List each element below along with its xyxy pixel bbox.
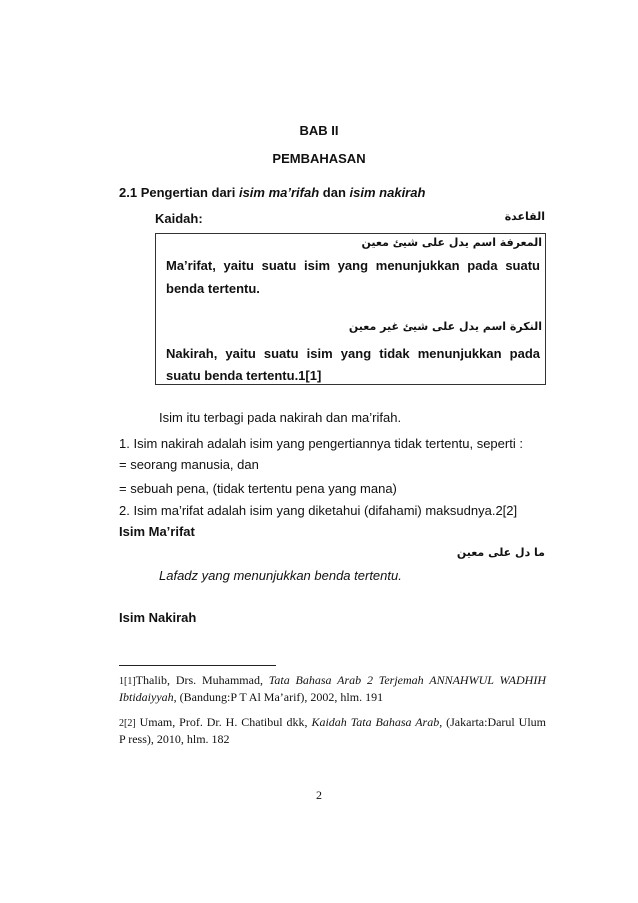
kaidah-arabic: القاعدة bbox=[504, 210, 545, 223]
isim-marifat-arabic: ما دل على معين bbox=[456, 546, 545, 559]
chapter-label: BAB II bbox=[299, 123, 339, 138]
section-term-marifah: isim ma’rifah bbox=[238, 185, 320, 200]
footnote-1-line1 bbox=[119, 672, 546, 690]
footnote-1-publisher: , (Bandung:P T Al Ma’arif), 2002, hlm. 191 bbox=[173, 690, 384, 704]
isim-marifat-heading: Isim Ma’rifat bbox=[119, 524, 195, 539]
intro-paragraph: Isim itu terbagi pada nakirah dan ma’rifah. bbox=[159, 410, 402, 425]
example-2: = sebuah pena, (tidak tertentu pena yang mana) bbox=[119, 481, 397, 496]
nakirah-definition-line1: Nakirah, yaitu suatu isim yang tidak menunjukkan pada bbox=[166, 346, 540, 361]
footnote-2-marker: 2[2] bbox=[119, 718, 136, 729]
kaidah-label: Kaidah: bbox=[155, 211, 203, 226]
definition-box bbox=[155, 233, 546, 385]
point-1: 1. Isim nakirah adalah isim yang pengertiannya tidak tertentu, seperti : bbox=[119, 436, 523, 451]
example-1: = seorang manusia, dan bbox=[119, 457, 259, 472]
footnote-2-line2: P ress), 2010, hlm. 182 bbox=[119, 732, 230, 746]
footnote-1-title-cont: Ibtidaiyyah bbox=[119, 690, 174, 704]
marifah-definition-line2: benda tertentu. bbox=[166, 281, 260, 296]
footnote-separator bbox=[119, 665, 276, 666]
isim-marifat-definition: Lafadz yang menunjukkan benda tertentu. bbox=[159, 568, 402, 583]
page-number: 2 bbox=[316, 788, 322, 802]
section-number: 2.1 bbox=[119, 185, 138, 200]
footnote-2-line1 bbox=[119, 714, 546, 732]
footnote-1-title: Tata Bahasa Arab 2 Terjemah ANNAHWUL WADHIH bbox=[268, 673, 547, 687]
point-2: 2. Isim ma’rifat adalah isim yang diketahui (difahami) maksudnya.2[2] bbox=[119, 503, 518, 518]
section-heading bbox=[119, 185, 425, 201]
section-prefix: Pengertian dari bbox=[140, 185, 236, 200]
footnote-1-author: Thalib, Drs. Muhammad, bbox=[135, 673, 263, 687]
marifah-definition-line1: Ma’rifat, yaitu suatu isim yang menunjukkan pada suatu bbox=[166, 258, 540, 273]
footnote-2-title: Kaidah Tata Bahasa Arab bbox=[311, 715, 440, 729]
isim-nakirah-heading: Isim Nakirah bbox=[119, 610, 197, 625]
marifah-arabic-definition: المعرفة اسم يدل على شيئ معين bbox=[361, 236, 542, 249]
section-term-nakirah: isim nakirah bbox=[349, 185, 426, 200]
footnote-2-publisher: , (Jakarta:Darul Ulum bbox=[439, 715, 547, 729]
nakirah-arabic-definition: النكرة اسم يدل على شيئ غير معين bbox=[348, 320, 542, 333]
footnote-1-line2 bbox=[119, 689, 383, 705]
footnote-2-author: Umam, Prof. Dr. H. Chatibul dkk, bbox=[139, 715, 308, 729]
nakirah-definition-line2: suatu benda tertentu.1[1] bbox=[166, 368, 322, 383]
chapter-title: PEMBAHASAN bbox=[272, 151, 366, 166]
footnote-1-marker: 1[1] bbox=[119, 676, 136, 687]
section-conjunction: dan bbox=[322, 185, 346, 200]
